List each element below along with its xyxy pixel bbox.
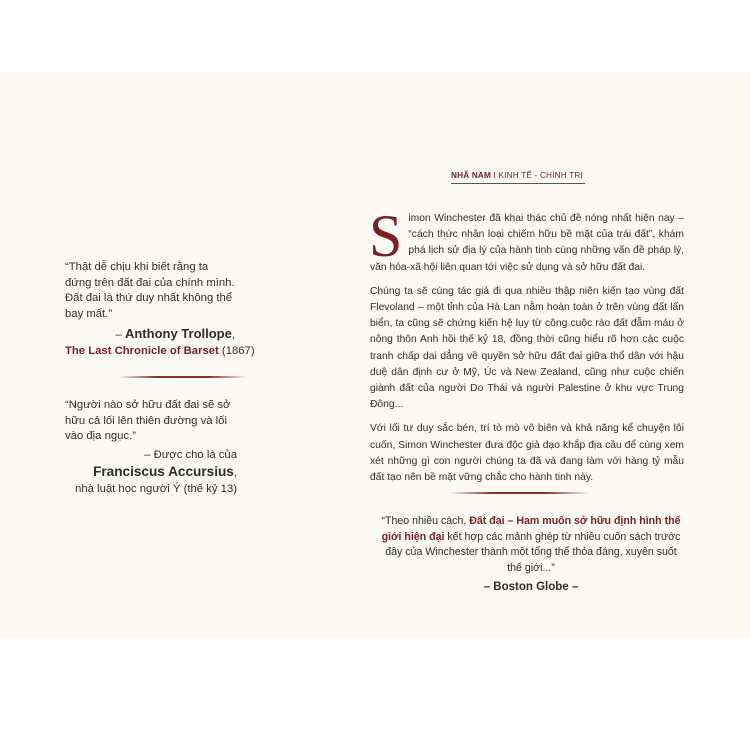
quote-attribution [65, 326, 235, 344]
attribution-intro: – Được cho là của [144, 448, 237, 461]
quote-text: “Thật dễ chịu khi biết rằng ta đứng trên đất đai của chính mình. Đất đai là thứ duy nhất không thể bay mất.” [65, 261, 235, 320]
paragraph-1-text: imon Winchester đã khai thác chủ đề nóng nhất hiện nay – “cách thức nhân loại chiếm hữu bề mặt của trái đất”, khám phá lịch sử địa lý của hành tinh cùng những vấn đề pháp lý, văn hóa-xã hội liên quan tới việc sử dụng và sở hữu đất đai. [370, 213, 684, 273]
description-body [369, 203, 684, 494]
review-blurb [381, 514, 681, 596]
right-divider [449, 492, 589, 494]
attribution-comma: , [231, 329, 235, 342]
quote-author: Anthony Trollope [124, 326, 232, 342]
trollope-quote [65, 260, 255, 360]
blurb-after: kết hợp các mảnh ghép từ nhiều cuốn sách trước đây của Winchester thành một tổng thể thỏa đáng, xuyên suốt thế giới...” [385, 530, 681, 574]
publisher-name: NHÃ NAM [451, 171, 492, 180]
book-citation [65, 344, 255, 360]
quote-author: Franciscus Accursius [93, 464, 234, 480]
quote-text: “Người nào sở hữu đất đai sẽ sở hữu cả lối lên thiên đường và lối vào địa ngục.” [65, 399, 231, 443]
attribution-comma: , [233, 467, 237, 480]
book-year: (1867) [218, 344, 255, 357]
quote-attribution [65, 448, 237, 498]
header-separator: I [493, 171, 497, 180]
paragraph-1 [369, 203, 684, 276]
left-page [0, 70, 345, 638]
blurb-book-title: Đất đai – Ham muốn sở hữu định hình thế giới hiện đại [381, 515, 681, 543]
attribution-dash: – [115, 329, 125, 342]
blurb-before: “Theo nhiều cách, [381, 515, 470, 527]
right-page [345, 70, 750, 638]
header-rule [451, 183, 585, 184]
blurb-text [381, 514, 681, 576]
book-title: The Last Chronicle of Barset [65, 344, 219, 357]
blurb-source: – Boston Globe – [483, 581, 579, 594]
paragraph-2: Chúng ta sẽ cùng tác giả đi qua nhiều thập niên kiến tạo vùng đất Flevoland – một tỉnh của Hà Lan nằm hoàn toàn ở trên vùng đất lấn biển, ta cũng sẽ chứng kiến hệ lụy từ công cuộc rào đất đẫm máu ở nông thôn Anh hồi thế kỷ 18, đồng thời cũng hiểu rõ hơn các cuộc tranh chấp dai dẳng về quyền sở hữu đất đai giữa thổ dân với hậu duệ dân định cư ở Mỹ, Úc và New Zealand, cũng như cuộc chiến giành đất của người Do Thái và người Palestine ở khu vực Trung Đông... [370, 285, 684, 411]
drop-cap: S [369, 203, 403, 269]
paragraph-3: Với lối tư duy sắc bén, trí tò mò vô biên và khả năng kể chuyện lôi cuốn, Simon Winchester đưa độc giả dạo khắp địa cầu để cùng xem xét những gì con người chúng ta đã và đang làm với hàng tỷ mẫu đất tạo nên bề mặt vững chắc cho hành tinh này. [370, 423, 684, 484]
category-label: KINH TẾ - CHÍNH TRỊ [498, 171, 583, 180]
left-divider [118, 376, 248, 378]
page-header [451, 171, 583, 180]
accursius-quote [65, 398, 237, 498]
author-role: nhà luật học người Ý (thế kỷ 13) [75, 482, 237, 495]
book-spread [0, 70, 750, 638]
